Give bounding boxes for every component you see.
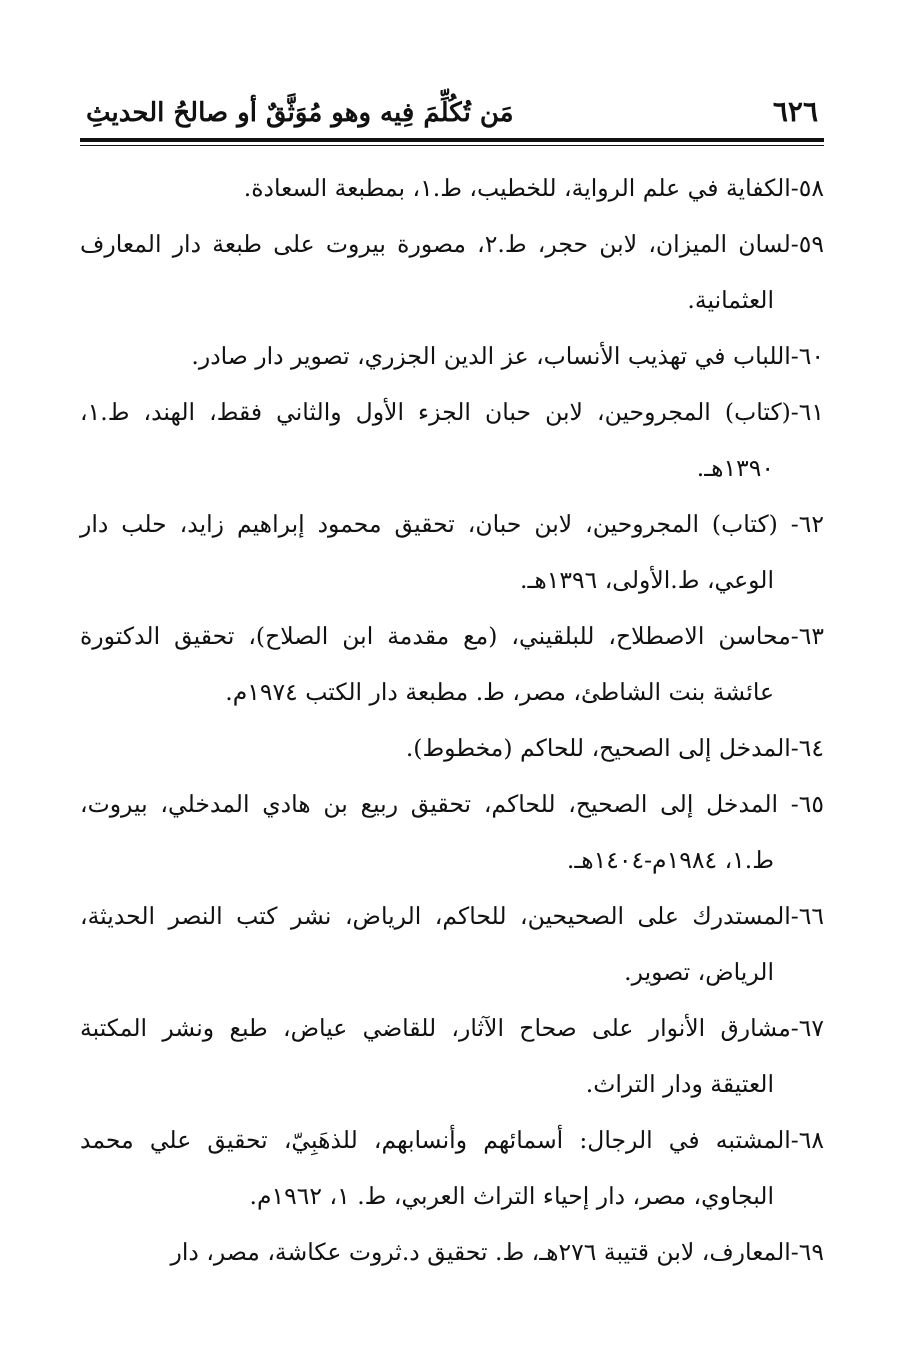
bibliography-entry: ٦٤-المدخل إلى الصحيح، للحاكم (مخطوط).: [405, 734, 824, 762]
running-header: [80, 84, 824, 128]
running-title: مَن تُكُلِّمَ فِيه وهو مُوَثَّقٌ أو صالحُ الحديثِ: [86, 98, 514, 128]
header-rule-thin: [80, 145, 824, 146]
bibliography-entry: ٥٨-الكفاية في علم الرواية، للخطيب، ط.١، بمطبعة السعادة.: [243, 174, 824, 202]
bibliography-list: [80, 160, 824, 1280]
bibliography-entry: ٦١-(كتاب) المجروحين، لابن حبان الجزء الأول والثاني فقط، الهند، ط.١، ١٣٩٠هـ.: [80, 398, 824, 482]
bibliography-entry: ٦٣-محاسن الاصطلاح، للبلقيني، (مع مقدمة ابن الصلاح)، تحقيق الدكتورة عائشة بنت الشاطئ، مصر، ط. مطبعة دار الكتب ١٩٧٤م.: [80, 622, 824, 706]
bibliography-entry: ٦٢- (كتاب) المجروحين، لابن حبان، تحقيق محمود إبراهيم زايد، حلب دار الوعي، ط.الأولى، ١٣٩٦هـ.: [80, 510, 824, 594]
header-rule-thick: [80, 138, 824, 142]
bibliography-entry: ٦٠-اللباب في تهذيب الأنساب، عز الدين الجزري، تصوير دار صادر.: [191, 342, 824, 370]
bibliography-entry: ٦٥- المدخل إلى الصحيح، للحاكم، تحقيق ربيع بن هادي المدخلي، بيروت، ط.١، ١٩٨٤م-١٤٠٤هـ.: [80, 790, 824, 874]
bibliography-entry: ٦٨-المشتبه في الرجال: أسمائهم وأنسابهم، للذهَبِيّ، تحقيق علي محمد البجاوي، مصر، دار إحياء التراث العربي، ط. ١، ١٩٦٢م.: [80, 1126, 824, 1210]
bibliography-entry: ٦٦-المستدرك على الصحيحين، للحاكم، الرياض، نشر كتب النصر الحديثة، الرياض، تصوير.: [80, 902, 824, 986]
bibliography-entry: ٦٩-المعارف، لابن قتيبة ٢٧٦هـ، ط. تحقيق د.ثروت عكاشة، مصر، دار: [170, 1238, 824, 1266]
page-number: ٦٢٦: [772, 95, 818, 128]
bibliography-entry: ٦٧-مشارق الأنوار على صحاح الآثار، للقاضي عياض، طبع ونشر المكتبة العتيقة ودار التراث.: [80, 1014, 824, 1098]
bibliography-entry: ٥٩-لسان الميزان، لابن حجر، ط.٢، مصورة بيروت على طبعة دار المعارف العثمانية.: [80, 230, 824, 314]
